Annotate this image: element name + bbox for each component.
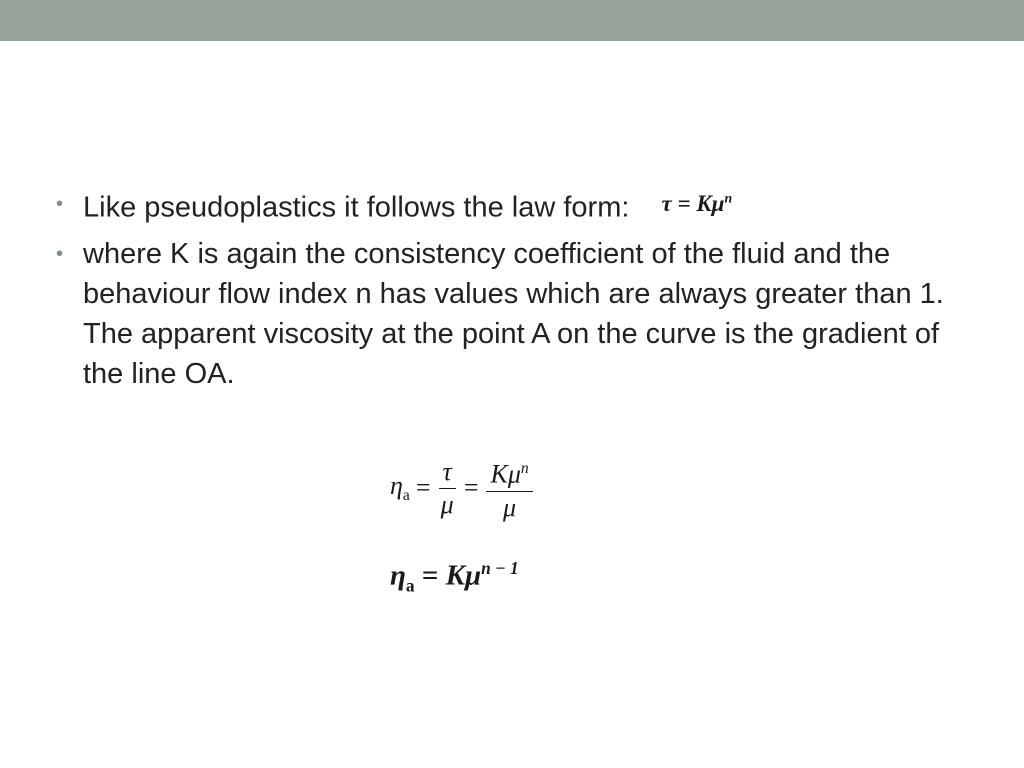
fraction-numerator: τ	[439, 458, 456, 489]
equals-sign: =	[415, 473, 431, 503]
bullet-text: where K is again the consistency coefficient of the fluid and the behaviour flow index n has values which are always greater than 1. The apparent viscosity at the point A on the curve is the gradient of the line OA.	[83, 237, 944, 390]
bullet-list	[56, 184, 976, 398]
bullet-item-consistency	[56, 234, 976, 394]
bullet-item-law-form	[56, 184, 976, 230]
fraction-kmun-over-mu	[486, 455, 532, 522]
apparent-viscosity-equation	[390, 455, 535, 522]
bullet-text: Like pseudoplastics it follows the law form:	[83, 191, 630, 224]
eq1-lhs: $\eta_a$	[390, 471, 410, 505]
fraction-tau-over-mu	[439, 458, 456, 519]
fraction-numerator: $K\mu^n$	[486, 455, 532, 492]
header-bar	[0, 0, 1024, 41]
fraction-denominator: μ	[440, 489, 454, 519]
apparent-viscosity-simplified-equation: $\eta_a = K\mu^{n - 1}$	[390, 558, 519, 596]
bullet-dot-icon: •	[56, 242, 64, 265]
fraction-denominator: μ	[503, 492, 517, 522]
equals-sign: =	[463, 473, 479, 503]
bullet-dot-icon: •	[56, 193, 64, 215]
power-law-formula: τ = Kμn	[661, 190, 733, 216]
